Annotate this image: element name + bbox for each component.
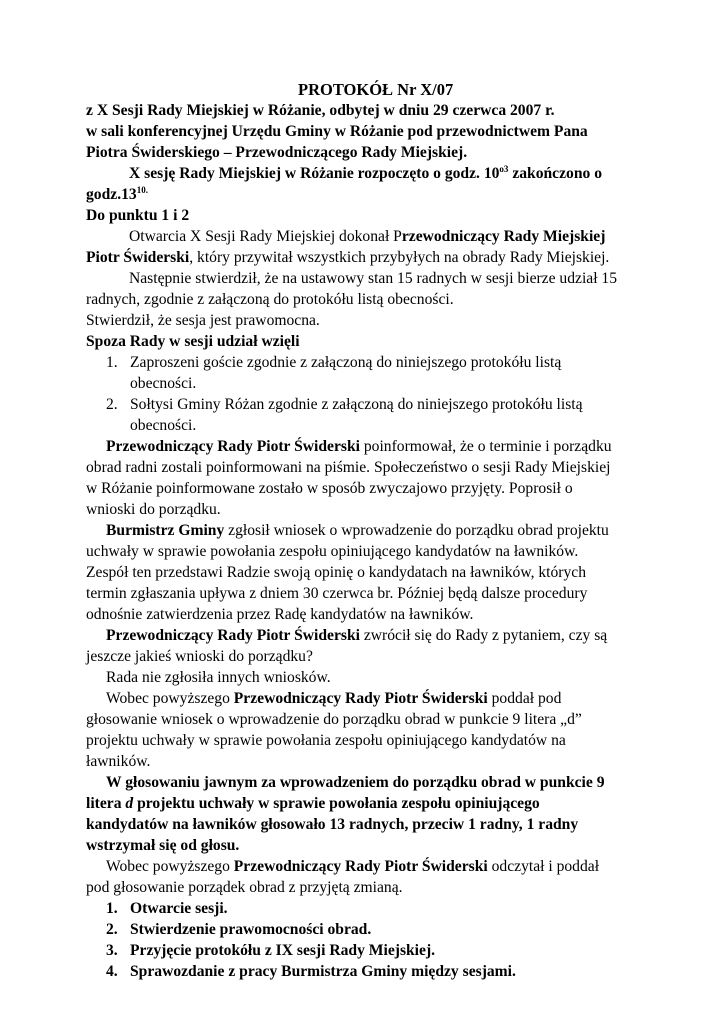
para5-line-4: ławników. <box>86 753 151 770</box>
header-line-2: w sali konferencyjnej Urzędu Gminy w Różanie pod przewodnictwem Pana <box>86 123 588 140</box>
vote-line-4: wstrzymał się od głosu. <box>86 837 240 854</box>
agenda-item-4: 4. Sprawozdanie z pracy Burmistrza Gminy między sesjami. <box>106 963 516 980</box>
quorum-line-2: radnych, zgodnie z załączoną do protokółu listą obecności. <box>86 291 454 308</box>
agenda-item-1: 1. Otwarcie sesji. <box>106 900 228 917</box>
guest-item-2-cont: obecności. <box>130 417 197 434</box>
para1-line-2: obrad radni zostali poinformowani na piśmie. Społeczeństwo o sesji Rady Miejskiej <box>86 459 611 476</box>
quorum-line-3: Stwierdził, że sesja jest prawomocna. <box>86 312 320 329</box>
para6-line-2: pod głosowanie porządek obrad z przyjętą zmianą. <box>86 879 403 896</box>
para4-line: Rada nie zgłosiła innych wniosków. <box>106 669 331 686</box>
agenda-item-2: 2. Stwierdzenie prawomocności obrad. <box>106 921 372 938</box>
agenda-item-3: 3. Przyjęcie protokółu z IX sesji Rady Miejskiej. <box>106 942 436 959</box>
para2-line-1: Burmistrz Gminy zgłosił wniosek o wprowadzenie do porządku obrad projektu <box>106 522 609 539</box>
vote-line-2: litera d projektu uchwały w sprawie powołania zespołu opiniującego <box>86 795 540 812</box>
para2-line-5: odnośnie zatwierdzenia przez Radę kandydatów na ławników. <box>86 606 474 623</box>
para3-line-1: Przewodniczący Rady Piotr Świderski zwrócił się do Rady z pytaniem, czy są <box>106 627 608 644</box>
para5-line-3: projektu uchwały w sprawie powołania zespołu opiniującego kandydatów na <box>86 732 566 749</box>
vote-line-1: W głosowaniu jawnym za wprowadzeniem do porządku obrad w punkcie 9 <box>106 774 605 791</box>
para1-line-4: wnioski do porządku. <box>86 501 221 518</box>
guests-heading: Spoza Rady w sesji udział wzięli <box>86 333 300 350</box>
guest-item-1: 1. Zaproszeni goście zgodnie z załączoną do niniejszego protokółu listą <box>106 354 562 371</box>
vote-line-3: kandydatów na ławników głosowało 13 radnych, przeciw 1 radny, 1 radny <box>86 816 579 833</box>
opening-line-2: Piotr Świderski, który przywitał wszystkich przybyłych na obrady Rady Miejskiej. <box>86 249 610 266</box>
guest-item-1-cont: obecności. <box>130 375 197 392</box>
para2-line-4: termin zgłaszania upływa z dniem 30 czerwca br. Później będą dalsze procedury <box>86 585 588 602</box>
header-line-1: z X Sesji Rady Miejskiej w Różanie, odbytej w dniu 29 czerwca 2007 r. <box>86 102 555 119</box>
opening-line-1: Otwarcia X Sesji Rady Miejskiej dokonał Przewodniczący Rady Miejskiej <box>129 228 606 245</box>
session-time-line: X sesję Rady Miejskiej w Różanie rozpoczęto o godz. $10^{o3}$ zakończono o <box>129 163 602 182</box>
para6-line-1: Wobec powyższego Przewodniczący Rady Piotr Świderski odczytał i poddał <box>106 858 600 875</box>
page-title: PROTOKÓŁ Nr X/07 <box>298 80 454 99</box>
para5-line-2: głosowanie wniosek o wprowadzenie do porządku obrad w punkcie 9 litera „d” <box>86 711 582 728</box>
para1-line-1: Przewodniczący Rady Piotr Świderski poinformował, że o terminie i porządku <box>106 438 612 455</box>
para2-line-2: uchwały w sprawie powołania zespołu opiniującego kandydatów na ławników. <box>86 543 579 560</box>
guest-item-2: 2. Sołtysi Gminy Różan zgodnie z załączoną do niniejszego protokółu listą <box>106 396 583 413</box>
session-end-line: $godz.13^{10.}$ <box>86 184 148 203</box>
para1-line-3: w Różanie poinformowane zostało w sposób zwyczajowo przyjęty. Poprosił o <box>86 480 573 497</box>
para2-line-3: Zespół ten przedstawi Radzie swoją opinię o kandydatach na ławników, których <box>86 564 587 581</box>
para3-line-2: jeszcze jakieś wnioski do porządku? <box>86 648 313 665</box>
quorum-line-1: Następnie stwierdził, że na ustawowy stan 15 radnych w sesji bierze udział 15 <box>129 270 618 287</box>
header-line-3: Piotra Świderskiego – Przewodniczącego Rady Miejskiej. <box>86 144 468 161</box>
point-heading: Do punktu 1 i 2 <box>86 207 190 224</box>
para5-line-1: Wobec powyższego Przewodniczący Rady Piotr Świderski poddał pod <box>106 690 562 707</box>
